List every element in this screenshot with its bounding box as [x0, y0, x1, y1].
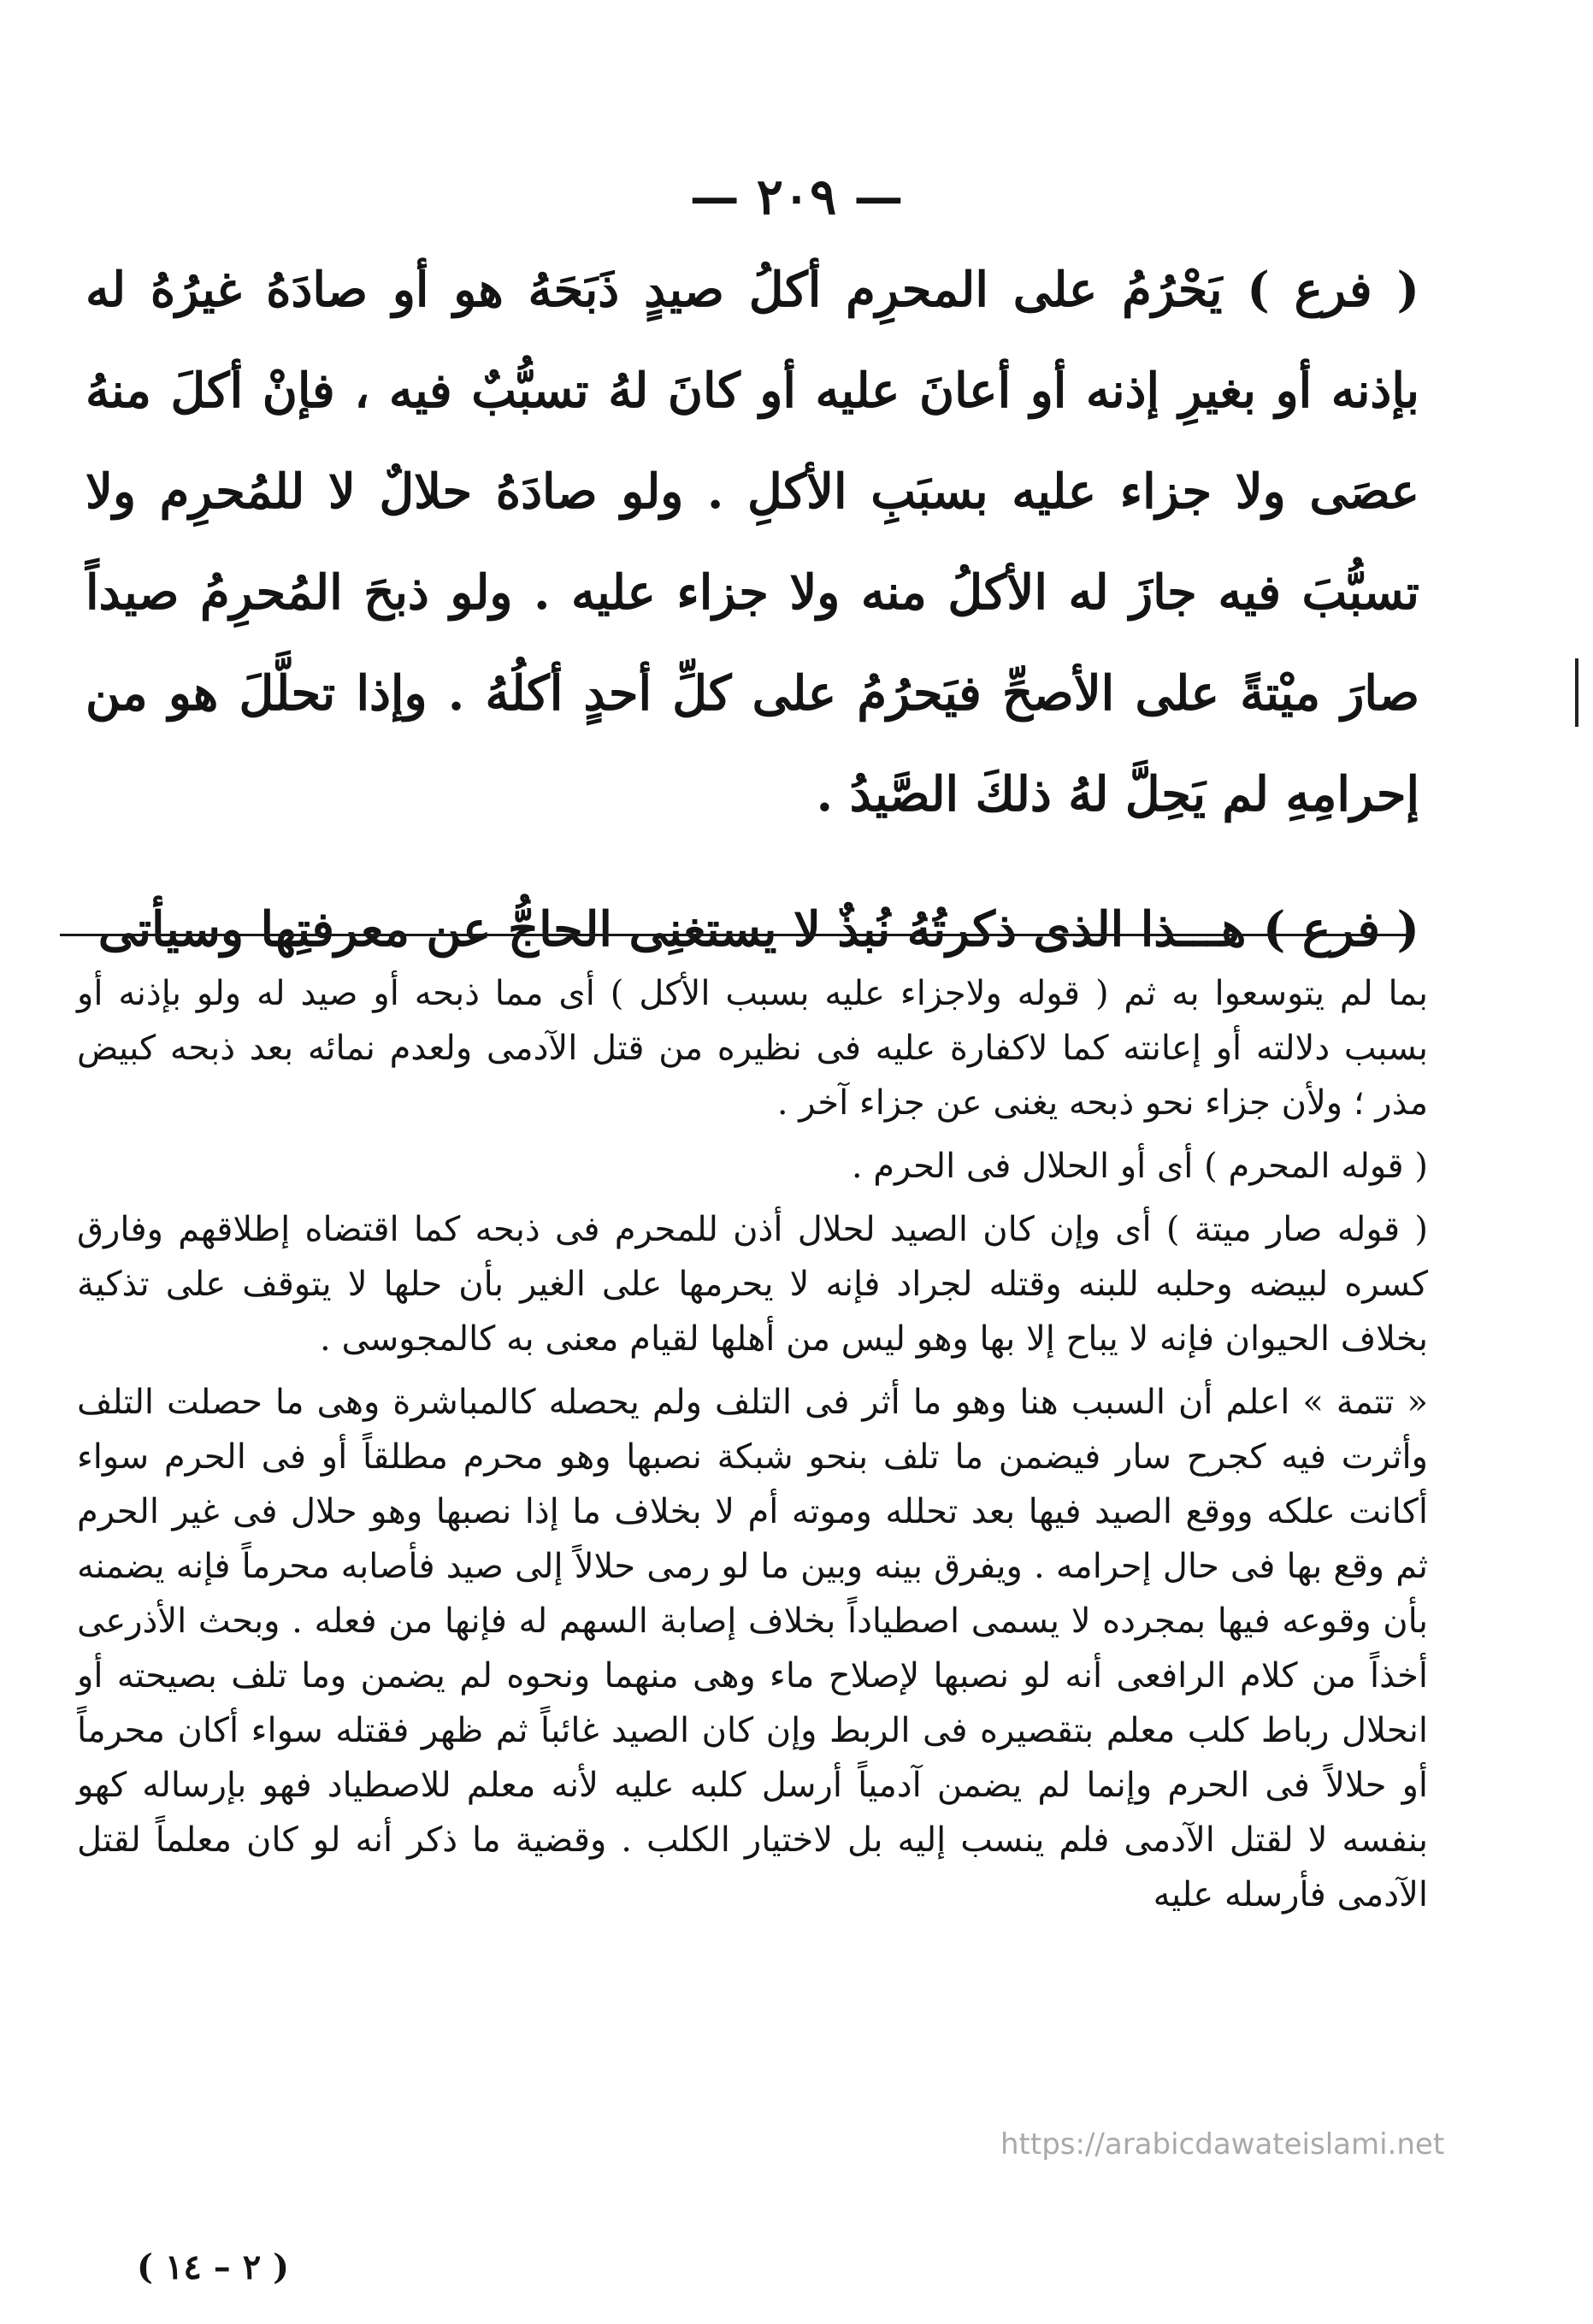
page-number: — ٢٠٩ —: [689, 168, 904, 226]
footnote-paragraph: بما لم يتوسعوا به ثم ( قوله ولاجزاء عليه بسبب الأكل ) أى مما ذبحه أو صيد له ولو بإذنه أو بسبب دلالته أو إعانته كما لاكفارة عليه فى نظيره من قتل الآدمى ولعدم نمائه بعد ذبحه كبيض مذر ؛ ولأن جزاء نحو ذبحه يغنى عن جزاء آخر .: [77, 974, 1428, 1123]
watermark: https://arabicdawateislami.net: [1000, 2127, 1445, 2162]
footnote-paragraph: ( قوله صار ميتة ) أى وإن كان الصيد لحلال أذن للمحرم فى ذبحه كما اقتضاه إطلاقهم وفارق كسره لبيضه وحلبه للبنه وقتله لجراد فإنه لا يحرمها على الغير بأن حلها لا يتوقف على تذكية بخلاف الحيوان فإنه لا يباح إلا بها وهو ليس من أهلها لقيام معنى به كالمجوسى .: [77, 1210, 1429, 1359]
footnote-separator: [60, 934, 1411, 936]
margin-mark: [1575, 658, 1578, 727]
main-paragraph: ( فرع ) هـــذا الذى ذكرتُهُ نُبذٌ لا يستغنِى الحاجُّ عن معرفتِها وسيأتى: [97, 901, 1419, 958]
main-text: [86, 239, 1419, 980]
footnotes: [77, 966, 1428, 1931]
main-paragraph: ( فرع ) يَحْرُمُ على المحرِم أكلُ صيدٍ ذَبَحَهُ هو أو صادَهُ غيرُهُ له بإذنه أو بغيرِ إذنه أو أعانَ عليه أو كانَ لهُ تسبُّبٌ فيه ، فإنْ أكلَ منهُ عصَى ولا جزاء عليه بسبَبِ الأكلِ . ولو صادَهُ حلالٌ لا للمُحرِم ولا تسبُّبَ فيه جازَ له الأكلُ منه ولا جزاء عليه . ولو ذبحَ المُحرِمُ صيداً صارَ ميْتةً على الأصحِّ فيَحرُمُ على كلِّ أحدٍ أكلُهُ . وإذا تحلَّلَ هو من إحرامِهِ لم يَحِلَّ لهُ ذلكَ الصَّيدُ .: [86, 262, 1419, 823]
footnote-paragraph: ( قوله المحرم ) أى أو الحلال فى الحرم .: [851, 1147, 1428, 1186]
signature-mark: ( ٢ – ١٤ ): [137, 2247, 290, 2287]
footnote-paragraph: « تتمة » اعلم أن السبب هنا وهو ما أثر فى التلف ولم يحصله كالمباشرة وهى ما حصلت التلف وأثرت فيه كجرح سار فيضمن ما تلف بنحو شبكة نصبها وهو محرم مطلقاً أو فى الحرم سواء أكانت علكه ووقع الصيد فيها بعد تحلله وموته أم لا بخلاف ما إذا نصبها وهو حلال فى غير الحرم ثم وقع بها فى حال إحرامه . ويفرق بينه وبين ما لو رمى حلالاً إلى صيد فأصابه محرماً فإنه يضمنه بأن وقوعه فيها بمجرده لا يسمى اصطياداً بخلاف إصابة السهم له فإنها من فعله . وبحث الأذرعى أخذاً من كلام الرافعى أنه لو نصبها لإصلاح ماء وهى منهما ونحوه لم يضمن وما تلف بصيحته أو انحلال رباط كلب معلم بتقصيره فى الربط وإن كان الصيد غائباً ثم ظهر فقتله سواء أكان محرماً أو حلالاً فى الحرم وإنما لم يضمن آدمياً أرسل كلبه عليه لأنه معلم للاصطياد فهو بإرساله كهو بنفسه لا لقتل الآدمى فلم ينسب إليه بل لاختيار الكلب . وقضية ما ذكر أنه لو كان معلماً لقتل الآدمى فأرسله عليه: [77, 1383, 1429, 1914]
